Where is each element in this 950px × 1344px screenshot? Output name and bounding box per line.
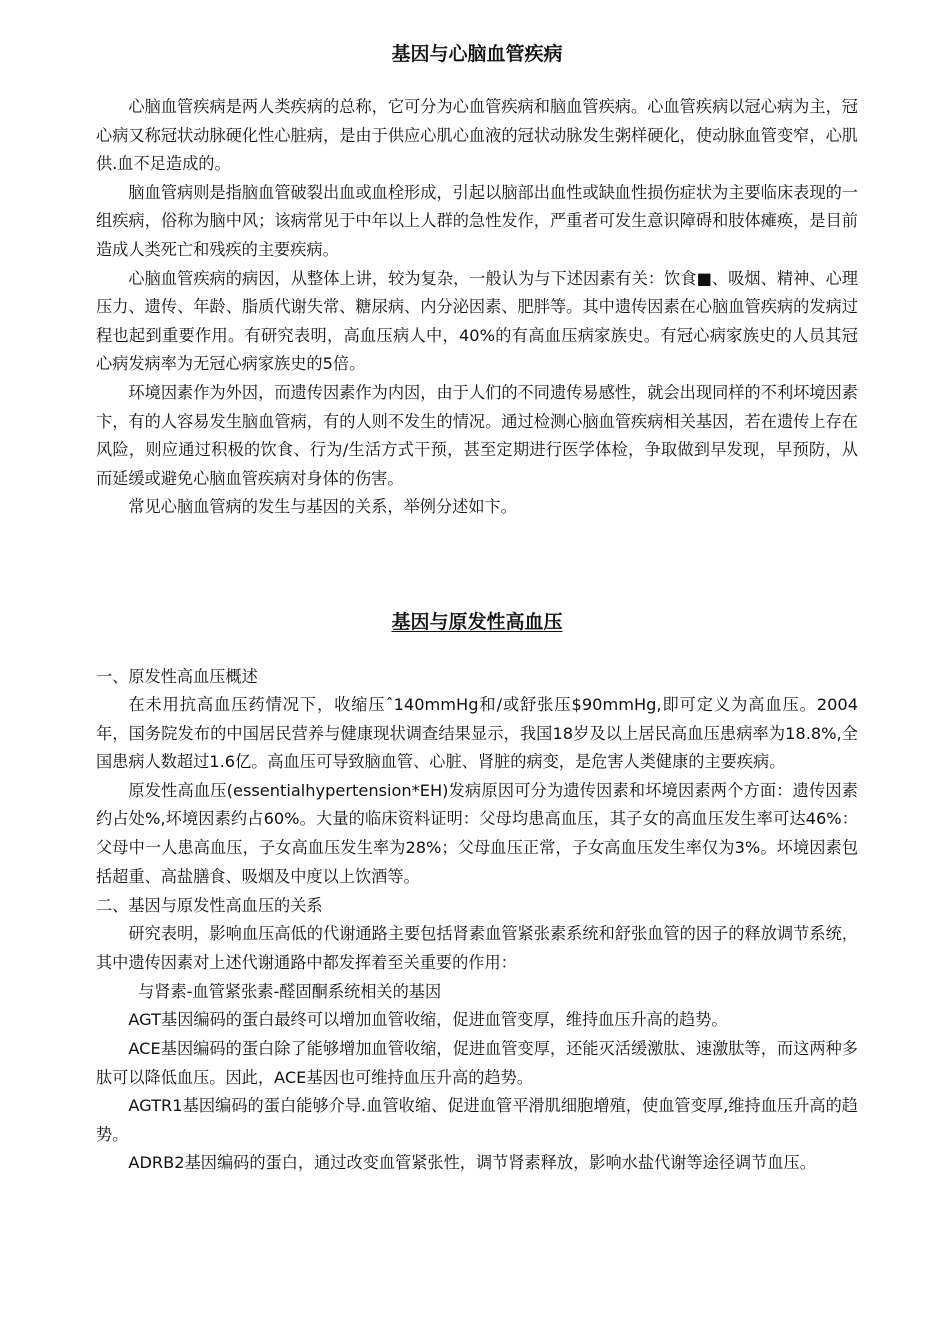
section-title: 基因与原发性高血压 [391, 611, 563, 633]
paragraph-ace: ACE基因编码的蛋白除了能够增加血管收缩，促进血管变厚，还能灭活缓激肽、速激肽等，而这两种多肽可以降低血压。因此，ACE基因也可维持血压升高的趋势。 [96, 1038, 858, 1087]
paragraph: 环境因素作为外因，而遗传因素作为内因，由于人们的不同遗传易感性，就会出现同样的不利坏境因素卞，有的人容易发生脑血管病，有的人则不发生的情况。通过检测心脑血管疾病相关基因，若在遗传上存在风险，则应通过积极的饮食、行为/生活方式干预，甚至定期进行医学体检，争取做到早发现，早预防，从而延缓或避免心脑血管疾病对身体的伤害。 [96, 382, 858, 488]
subheading-raas-genes: 与肾素-血管紧张素-醛固酮系统相关的基因 [138, 982, 442, 1002]
heading-overview: 一、原发性高血压概述 [96, 667, 258, 686]
paragraph-adrb2: ADRB2基因编码的蛋白，通过改变血管紧张性，调节肾素释放，影响水盐代谢等途径调节血压。 [128, 1153, 816, 1173]
paragraph: 在未用抗高血压药情况下，收缩压ˆ140mmHg和/或舒张压$90mmHg,即可定义为高血压。2004年，国务院发布的中国居民营养与健康现状调查结果显示，我国18岁及以上居民高血压患病率为18.8%,全国患病人数超过1.6亿。高血压可导致脑血管、心脏、肾脏的病变，是危害人类健康的主要疾病。 [96, 695, 858, 772]
paragraph: 原发性高血压(essentialhypertension*EH)发病原因可分为遗传因素和坏境因素两个方面：遗传因素约占处%,坏境因素约占60%。大量的临床资料证明：父母均患高血压，其子女的高血压发生率可达46%：父母中一人患高血压，子女高血压发生率为28%；父母血压正常，子女高血压发生率仅为3%。坏境因素包括超重、高盐膳食、吸烟及中度以上饮酒等。 [96, 780, 858, 886]
paragraph: 脑血管病则是指脑血管破裂出血或血栓形成，引起以脑部出血性或缺血性损伤症状为主要临床表现的一组疾病，俗称为脑中风；该病常见于中年以上人群的急性发作，严重者可发生意识障碍和肢体瘫痪，是目前造成人类死亡和残疾的主要疾病。 [96, 182, 858, 259]
paragraph: 研究表明，影响血压高低的代谢通路主要包括肾素血管紧张素系统和舒张血管的因子的释放调节系统，其中遗传因素对上述代谢通路中都发挥着至关重要的作用： [96, 924, 858, 972]
paragraph-agt: AGT基因编码的蛋白最终可以增加血管收缩，促进血管变厚，维持血压升高的趋势。 [128, 1010, 728, 1030]
paragraph: 心脑血管疾病是两人类疾病的总称，它可分为心血管疾病和脑血管疾病。心血管疾病以冠心病为主，冠心病又称冠状动脉硬化性心脏病，是由于供应心肌心血液的冠状动脉发生粥样硬化，使动脉血管变窄，心肌供.血不足造成的。 [96, 97, 858, 174]
section-cardiovascular [96, 93, 858, 522]
paragraph: 心脑血管疾病的病因，从整体上讲，较为复杂，一般认为与下述因素有关：饮食■、吸烟、精神、心理压力、遗传、年龄、脂质代谢失常、糖尿病、内分泌因素、肥胖等。其中遗传因素在心脑血管疾病的发病过程也起到重要作用。有研究表明，高血压病人中，40%的有高血压病家族史。有冠心病家族史的人员其冠心病发病率为无冠心病家族史的5倍。 [96, 268, 858, 374]
document-title: 基因与心脑血管疾病 [391, 43, 563, 65]
paragraph-agtr1: AGTR1基因编码的蛋白能够介导.血管收缩、促进血管平滑肌细胞增殖，使血管变厚,维持血压升高的趋势。 [96, 1096, 858, 1144]
heading-gene-relation: 二、基因与原发性高血压的关系 [96, 896, 323, 916]
section-hypertension [96, 662, 858, 1178]
paragraph: 常见心脑血管病的发生与基因的关系，举例分述如卞。 [128, 497, 517, 517]
